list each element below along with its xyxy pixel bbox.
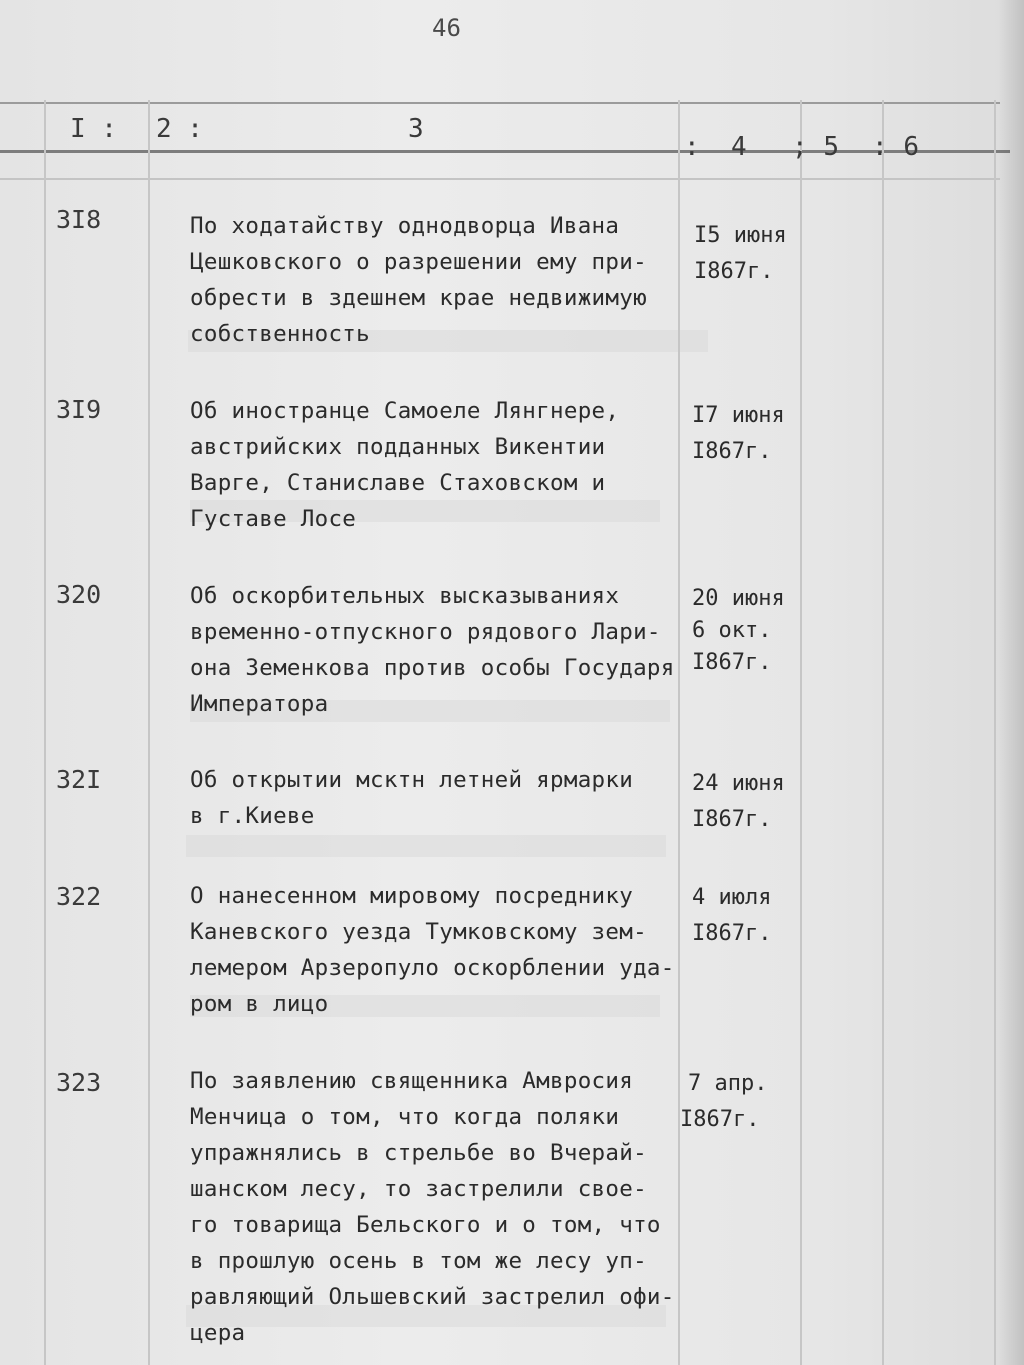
date-line: 4 июля <box>692 885 772 910</box>
entry-line: Об иностранце Самоеле Лянгнере, <box>190 398 620 424</box>
bleed-through-mark <box>186 835 666 857</box>
entry-date <box>694 218 787 290</box>
entry-line: временно-отпускного рядового Лари- <box>190 619 661 645</box>
entry-line: Каневского уезда Тумковскому зем- <box>190 919 647 945</box>
entry-line: лемером Арзеропуло оскорблении уда- <box>190 955 675 981</box>
entry-date <box>692 880 771 952</box>
entry-line: она Земенкова против особы Государя <box>190 655 675 681</box>
entry-number: 3I8 <box>56 205 102 234</box>
entry-line: О нанесенном мировому посреднику <box>190 883 634 909</box>
entry-line: Об открытии мсктн летней ярмарки <box>190 767 634 793</box>
header-secondary-rule <box>0 178 1000 180</box>
column-divider <box>994 100 996 1365</box>
column-divider <box>148 100 150 1365</box>
date-line: I867г. <box>692 807 772 832</box>
date-line: 24 июня <box>692 771 785 796</box>
header-col-5: ; 5 <box>792 132 839 162</box>
page-number: 46 <box>432 14 461 42</box>
entry-description <box>190 578 690 722</box>
date-line: I867г. <box>680 1107 760 1132</box>
entry-line: австрийских подданных Викентии <box>190 434 606 460</box>
entry-description <box>190 762 690 834</box>
entry-line: Менчица о том, что когда поляки <box>190 1104 620 1130</box>
entry-description <box>190 208 690 352</box>
header-col-2: 2 : <box>156 114 203 144</box>
column-divider <box>44 100 46 1365</box>
entry-line: ром в лицо <box>190 991 329 1017</box>
date-line: 20 июня <box>692 586 785 611</box>
entry-line: По ходатайству однодворца Ивана <box>190 213 620 239</box>
date-line: I867г. <box>692 921 772 946</box>
date-line: 7 апр. <box>688 1071 768 1096</box>
entry-date <box>692 583 785 679</box>
entry-number: 322 <box>56 882 102 911</box>
entry-description <box>190 878 690 1022</box>
date-line: I7 июня <box>692 403 785 428</box>
entry-description <box>190 393 690 537</box>
entry-number: 323 <box>56 1068 102 1097</box>
column-divider <box>800 100 802 1365</box>
date-line: 6 окт. <box>692 618 772 643</box>
entry-line: По заявлению священника Амвросия <box>190 1068 634 1094</box>
entry-number: 32I <box>56 765 102 794</box>
page-edge-shadow <box>998 0 1024 1365</box>
entry-line: в г.Киеве <box>190 803 315 829</box>
entry-line: в прошлую осень в том же лесу уп- <box>190 1248 647 1274</box>
entry-line: Императора <box>190 691 329 717</box>
entry-line: собственность <box>190 321 370 347</box>
entry-description <box>190 1063 690 1351</box>
entry-number: 3I9 <box>56 395 102 424</box>
date-line: I867г. <box>692 650 772 675</box>
entry-line: шанском лесу, то застрелили свое- <box>190 1176 647 1202</box>
entry-line: Цешковского о разрешении ему при- <box>190 249 647 275</box>
entry-line: Варге, Станиславе Стаховском и <box>190 470 606 496</box>
header-col-1: I : <box>70 114 117 144</box>
header-col-4: : 4 <box>684 132 747 162</box>
entry-date <box>680 1066 767 1138</box>
entry-line: Густаве Лосе <box>190 506 357 532</box>
column-divider <box>882 100 884 1365</box>
entry-line: цера <box>190 1320 246 1346</box>
header-col-6: : 6 <box>872 132 919 162</box>
entry-line: упражнялись в стрельбе во Вчерай- <box>190 1140 647 1166</box>
entry-date <box>692 398 785 470</box>
header-bottom-rule <box>0 150 1010 153</box>
date-line: I867г. <box>692 439 772 464</box>
entry-date <box>692 766 785 838</box>
header-col-3: 3 <box>408 114 424 144</box>
entry-line: обрести в здешнем крае недвижимую <box>190 285 647 311</box>
date-line: I5 июня <box>694 223 787 248</box>
header-top-rule <box>0 102 1000 104</box>
date-line: I867г. <box>694 259 774 284</box>
entry-line: равляющий Ольшевский застрелил офи- <box>190 1284 675 1310</box>
entry-line: Об оскорбительных высказываниях <box>190 583 620 609</box>
entry-number: 320 <box>56 580 102 609</box>
entry-line: го товарища Бельского и о том, что <box>190 1212 661 1238</box>
